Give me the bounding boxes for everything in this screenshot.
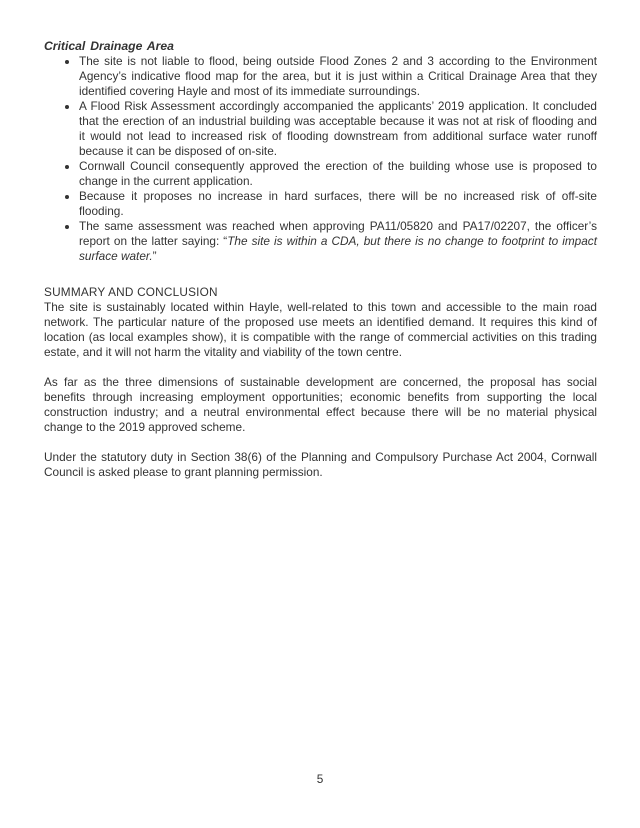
- bullet-list: [44, 54, 597, 264]
- page-content: [44, 39, 597, 480]
- heading-summary-and-conclusion: SUMMARY AND CONCLUSION: [44, 285, 218, 299]
- bullet-text: A Flood Risk Assessment accordingly accompanied the applicants’ 2019 application. It concluded that the erection of an industrial building was acceptable because it was not at risk of flooding and it would not lead to increased risk of flooding downstream from additional surface water runoff because it can be disposed of on-site.: [79, 99, 597, 158]
- bullet-item-flood-risk-assessment: [79, 99, 597, 159]
- paragraph-sustainable-development: As far as the three dimensions of sustainable development are concerned, the proposal has social benefits through increasing employment opportunities; economic benefits from supporting the local construction industry; and a neutral environmental effect because there will be no material physical change to the 2019 approved scheme.: [44, 375, 597, 434]
- bullet-text: Cornwall Council consequently approved the erection of the building whose use is proposed to change in the current application.: [79, 159, 597, 188]
- paragraph-statutory-duty: Under the statutory duty in Section 38(6) of the Planning and Compulsory Purchase Act 2004, Cornwall Council is asked please to grant planning permission.: [44, 450, 597, 479]
- bullet-item-same-assessment: [79, 219, 597, 264]
- officer-report-quote: The site is within a CDA, but there is no change to footprint to impact surface water.: [79, 234, 597, 263]
- bullet-item-flood-zones: [79, 54, 597, 99]
- page-number: 5: [316, 772, 324, 786]
- bullet-item-council-approval: [79, 159, 597, 189]
- heading-critical-drainage-area: Critical Drainage Area: [44, 39, 174, 53]
- paragraph-summary-location: The site is sustainably located within Hayle, well-related to this town and accessible to the main road network. The particular nature of the proposed use meets an identified demand. It requires this kind of location (as local examples show), it is compatible with the range of commercial activities on this trading estate, and it will not harm the vitality and viability of the town centre.: [44, 300, 597, 359]
- quote-close: ”: [152, 249, 157, 263]
- bullet-text: The same assessment was reached when approving PA11/05820 and PA17/02207, the officer’s report on the latter saying: “: [79, 219, 597, 248]
- bullet-text: Because it proposes no increase in hard surfaces, there will be no increased risk of off-site flooding.: [79, 189, 597, 218]
- bullet-item-hard-surfaces: [79, 189, 597, 219]
- bullet-text: The site is not liable to flood, being outside Flood Zones 2 and 3 according to the Environment Agency’s indicative flood map for the area, but it is just within a Critical Drainage Area that they identified covering Hayle and most of its immediate surroundings.: [79, 54, 597, 98]
